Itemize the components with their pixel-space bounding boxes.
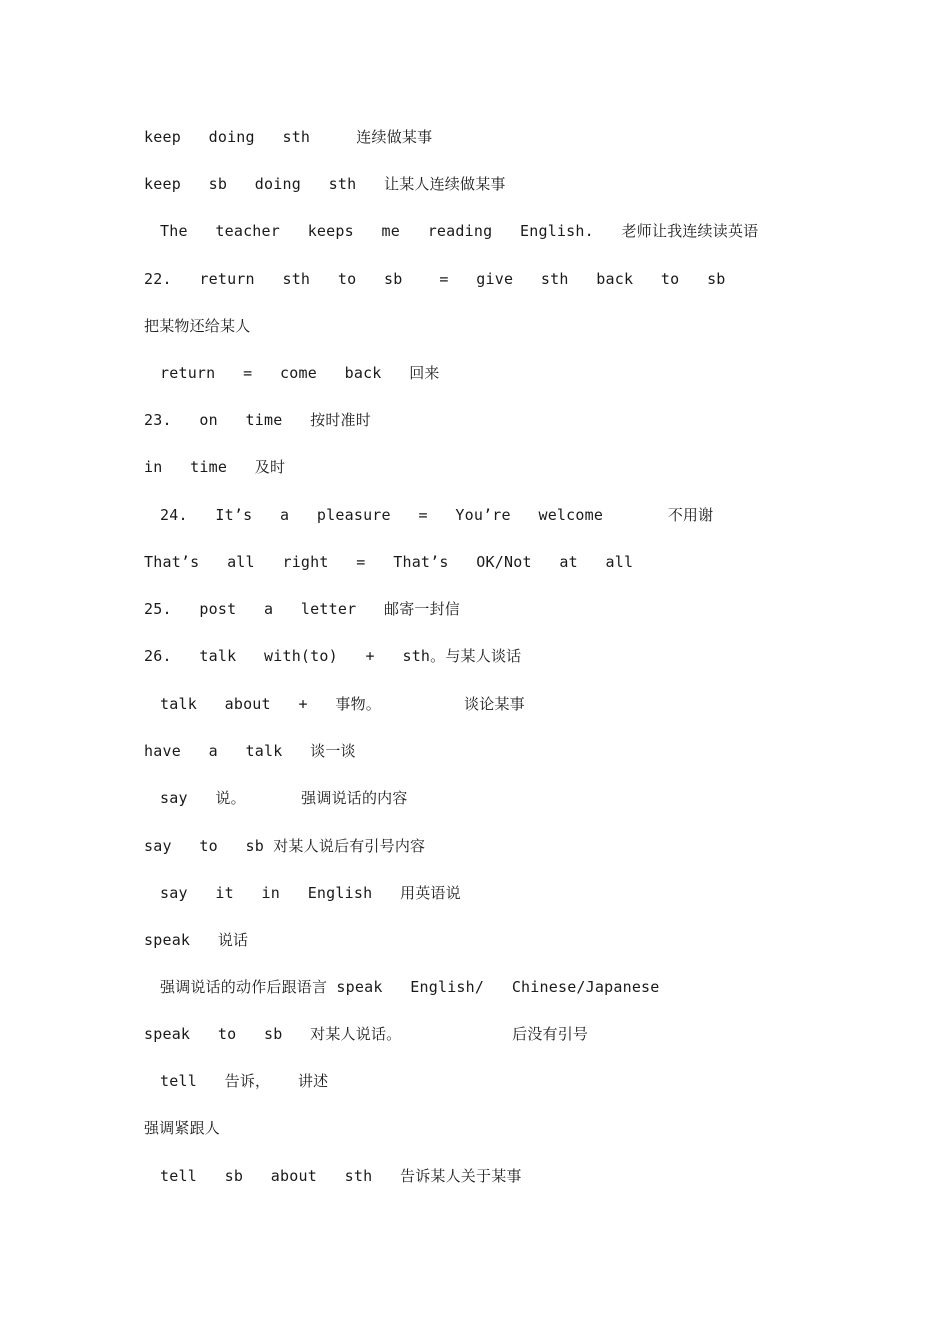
text-line: in time 及时 (144, 458, 286, 476)
text-line: say it in English 用英语说 (160, 884, 461, 902)
text-line: speak to sb 对某人说话。 后没有引号 (144, 1025, 589, 1043)
text-line: return = come back 回来 (160, 364, 440, 382)
text-line: tell 告诉， 讲述 (160, 1072, 329, 1090)
text-line: 26. talk with(to) + sth。与某人谈话 (144, 647, 522, 665)
text-line: 25. post a letter 邮寄一封信 (144, 600, 461, 618)
text-line: That’s all right = That’s OK/Not at all (144, 553, 634, 571)
text-line: tell sb about sth 告诉某人关于某事 (160, 1167, 522, 1185)
text-line: 22. return sth to sb = give sth back to sb (144, 270, 726, 288)
text-line: say to sb 对某人说后有引号内容 (144, 837, 426, 855)
text-line: The teacher keeps me reading English. 老师让我连续读英语 (160, 222, 759, 240)
text-line: 24. It’s a pleasure = You’re welcome 不用谢 (160, 506, 714, 524)
text-line: keep doing sth 连续做某事 (144, 128, 433, 146)
text-line: 把某物还给某人 (144, 317, 251, 335)
text-line: talk about + 事物。 谈论某事 (160, 695, 525, 713)
text-line: say 说。 强调说话的内容 (160, 789, 408, 807)
text-line: have a talk 谈一谈 (144, 742, 356, 760)
text-line: 23. on time 按时准时 (144, 411, 371, 429)
text-line: 强调紧跟人 (144, 1119, 221, 1137)
text-line: 强调说话的动作后跟语言 speak English/ Chinese/Japanese (160, 978, 660, 996)
text-line: speak 说话 (144, 931, 249, 949)
text-line: keep sb doing sth 让某人连续做某事 (144, 175, 506, 193)
